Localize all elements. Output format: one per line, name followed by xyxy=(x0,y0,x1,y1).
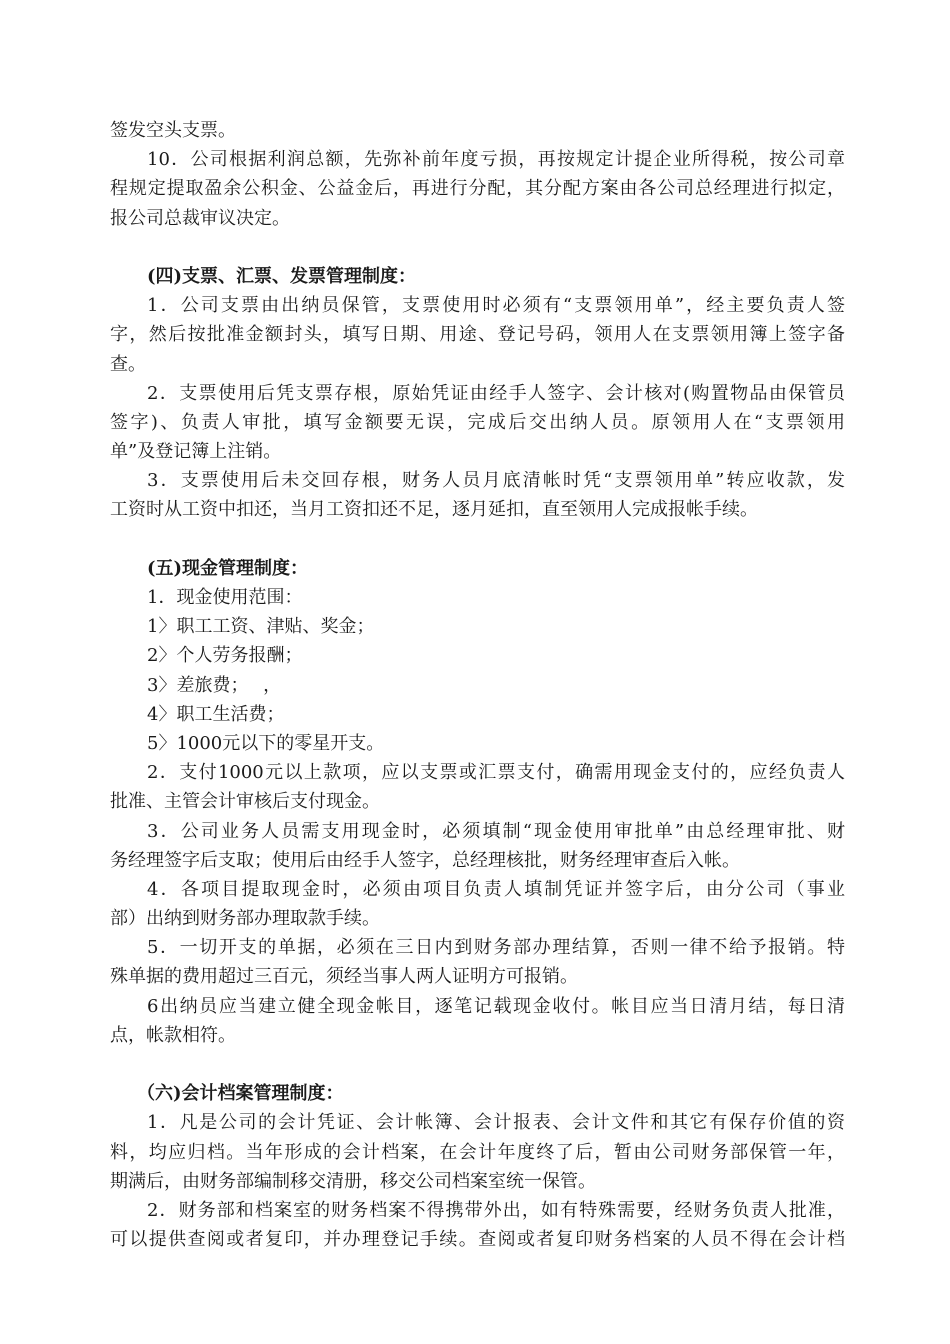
section-heading: (四)支票、汇票、发票管理制度： xyxy=(147,265,417,287)
text-line: 字，然后按批准金额封头，填写日期、用途、登记号码，领用人在支票领用簿上签字备 xyxy=(110,324,845,346)
text-line: 3．支票使用后未交回存根，财务人员月底清帐时凭“支票领用单”转应收款，发 xyxy=(147,470,845,492)
document-page xyxy=(110,116,845,1254)
text-line: 批准、主管会计审核后支付现金。 xyxy=(110,791,380,813)
text-line: 点，帐款相符。 xyxy=(110,1024,236,1046)
text-line: 签字)、负责人审批，填写金额要无误，完成后交出纳人员。原领用人在“支票领用 xyxy=(110,411,845,433)
text-line: 单”及登记簿上注销。 xyxy=(110,441,282,463)
text-line: 2．财务部和档案室的财务档案不得携带外出，如有特殊需要，经财务负责人批准， xyxy=(147,1199,845,1221)
text-line: 务经理签字后支取；使用后由经手人签字，总经理核批，财务经理审查后入帐。 xyxy=(110,849,740,871)
text-line: 可以提供查阅或者复印，并办理登记手续。查阅或者复印财务档案的人员不得在会计档 xyxy=(110,1229,845,1251)
text-line: 1〉职工工资、津贴、奖金； xyxy=(147,616,375,638)
text-line: 期满后，由财务部编制移交清册，移交公司档案室统一保管。 xyxy=(110,1170,596,1192)
text-line: 部）出纳到财务部办理取款手续。 xyxy=(110,908,380,930)
paragraph-gap xyxy=(110,1050,845,1079)
text-line: 殊单据的费用超过三百元，须经当事人两人证明方可报销。 xyxy=(110,966,578,988)
text-line: 4．各项目提取现金时，必须由项目负责人填制凭证并签字后，由分公司（事业 xyxy=(147,878,845,900)
text-line: 2〉个人劳务报酬； xyxy=(147,645,303,667)
text-line: 2．支票使用后凭支票存根，原始凭证由经手人签字、会计核对(购置物品由保管员 xyxy=(147,382,845,404)
paragraph-gap xyxy=(110,525,845,554)
text-line: 料，均应归档。当年形成的会计档案，在会计年度终了后，暂由公司财务部保管一年， xyxy=(110,1141,845,1163)
text-line: 1．现金使用范围： xyxy=(147,587,303,608)
text-line: 5．一切开支的单据，必须在三日内到财务部办理结算，否则一律不给予报销。特 xyxy=(147,937,845,959)
text-line: 工资时从工资中扣还，当月工资扣还不足，逐月延扣，直至领用人完成报帐手续。 xyxy=(110,499,758,521)
text-line: 1．公司支票由出纳员保管，支票使用时必须有“支票领用单”，经主要负责人签 xyxy=(147,295,845,317)
text-line: 报公司总裁审议决定。 xyxy=(110,207,290,229)
text-line: 查。 xyxy=(110,353,146,375)
text-line: 程规定提取盈余公积金、公益金后，再进行分配，其分配方案由各公司总经理进行拟定， xyxy=(110,178,845,200)
text-line: 3〉差旅费； ， xyxy=(147,674,282,696)
text-line: 10．公司根据利润总额，先弥补前年度亏损，再按规定计提企业所得税，按公司章 xyxy=(147,149,845,171)
text-line: 2．支付1000元以上款项，应以支票或汇票支付，确需用现金支付的，应经负责人 xyxy=(147,762,845,784)
text-line: 4〉职工生活费； xyxy=(147,703,285,725)
text-line: 6出纳员应当建立健全现金帐目，逐笔记载现金收付。帐目应当日清月结，每日清 xyxy=(147,995,845,1017)
section-heading: (五)现金管理制度： xyxy=(147,557,309,579)
text-line: 3．公司业务人员需支用现金时，必须填制“现金使用审批单”由总经理审批、财 xyxy=(147,820,845,842)
text-line: 签发空头支票。 xyxy=(110,120,236,141)
text-line: 1．凡是公司的会计凭证、会计帐簿、会计报表、会计文件和其它有保存价值的资 xyxy=(147,1112,845,1134)
section-heading: （六)会计档案管理制度： xyxy=(137,1083,344,1105)
paragraph-gap xyxy=(110,233,845,262)
text-line: 5〉1000元以下的零星开支。 xyxy=(147,732,385,754)
